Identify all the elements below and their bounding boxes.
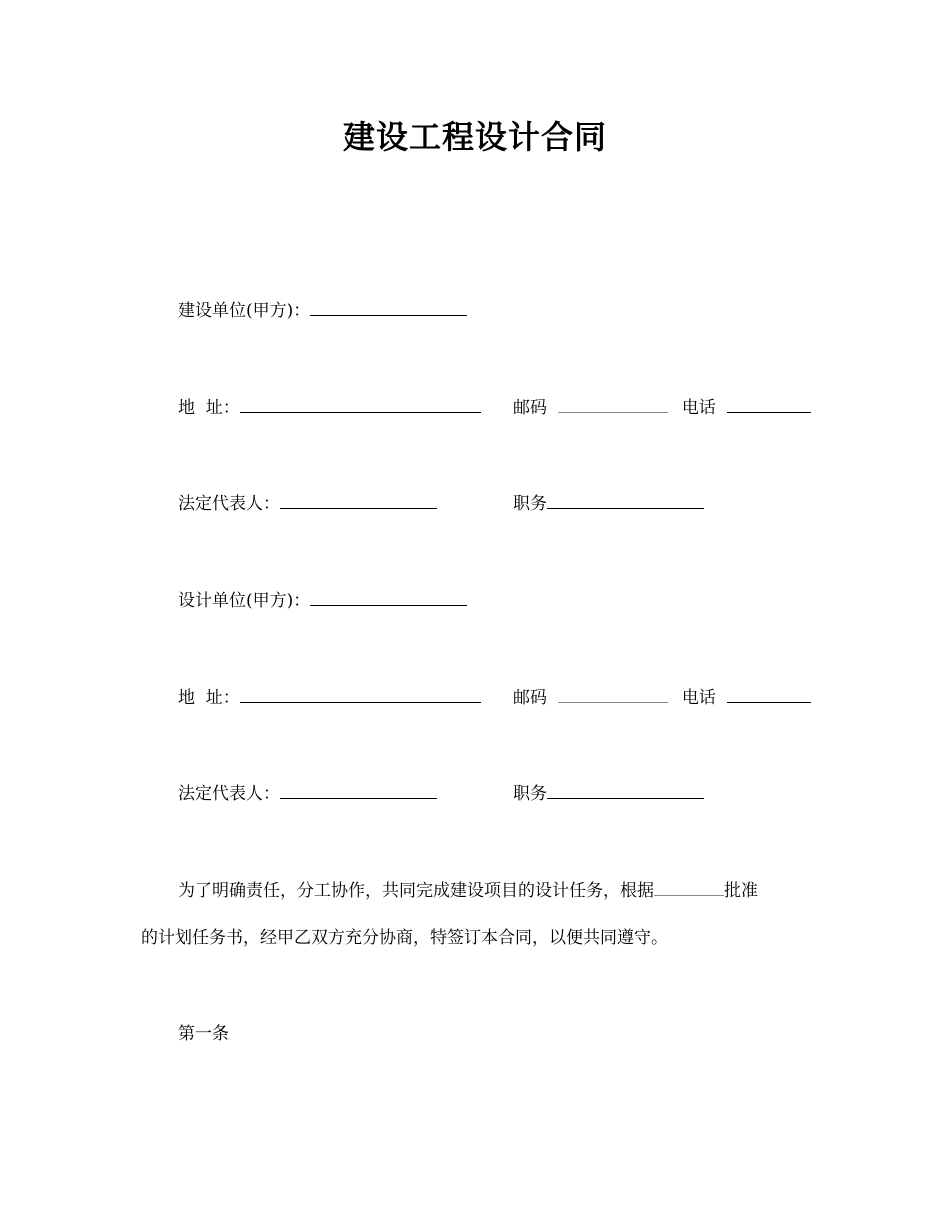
party-a-phone-field[interactable] xyxy=(727,394,811,413)
party-b-legal-rep-field[interactable] xyxy=(280,780,437,799)
party-a-position-label: 职务 xyxy=(513,494,547,514)
party-b-postcode-field[interactable] xyxy=(558,684,668,703)
party-b-unit-label: 设计单位(甲方)： xyxy=(178,591,311,611)
party-b-unit-field[interactable] xyxy=(310,587,467,606)
party-a-position-row xyxy=(513,490,704,514)
party-a-position-field[interactable] xyxy=(547,490,704,509)
party-b-position-field[interactable] xyxy=(547,780,704,799)
party-b-address-field[interactable] xyxy=(240,684,481,703)
party-a-contact-row xyxy=(513,394,811,418)
party-a-legal-rep-field[interactable] xyxy=(280,490,437,509)
party-a-address-label: 地 址： xyxy=(178,398,240,418)
preamble-text-after-blank: 批准 xyxy=(724,881,758,901)
preamble-text-line-2: 的计划任务书，经甲乙双方充分协商，特签订本合同，以便共同遵守。 xyxy=(141,928,668,948)
party-a-unit-row xyxy=(178,297,467,321)
party-a-phone-label: 电话 xyxy=(681,398,716,418)
party-a-legal-rep-row xyxy=(178,490,437,514)
party-a-unit-field[interactable] xyxy=(310,297,467,316)
approving-authority-field[interactable] xyxy=(654,877,724,896)
page-title: 建设工程设计合同 xyxy=(342,118,607,156)
party-b-phone-field[interactable] xyxy=(727,684,811,703)
party-b-address-label: 地 址： xyxy=(178,688,240,708)
party-a-postcode-field[interactable] xyxy=(558,394,668,413)
party-b-position-row xyxy=(513,780,704,804)
party-b-unit-row xyxy=(178,587,467,611)
preamble-line-2 xyxy=(141,926,668,950)
party-b-postcode-label: 邮码 xyxy=(513,688,547,708)
party-b-legal-rep-row xyxy=(178,780,437,804)
party-a-legal-rep-label: 法定代表人： xyxy=(178,494,280,514)
party-b-phone-label: 电话 xyxy=(681,688,716,708)
party-b-legal-rep-label: 法定代表人： xyxy=(178,784,280,804)
article-1-label: 第一条 xyxy=(178,1024,229,1044)
party-a-postcode-label: 邮码 xyxy=(513,398,547,418)
party-b-position-label: 职务 xyxy=(513,784,547,804)
party-a-unit-label: 建设单位(甲方)： xyxy=(178,301,311,321)
preamble-line-1 xyxy=(178,877,758,903)
party-b-contact-row xyxy=(513,684,811,708)
party-a-address-field[interactable] xyxy=(240,394,481,413)
party-a-address-row xyxy=(178,394,481,418)
article-1-heading xyxy=(178,1022,229,1046)
party-b-address-row xyxy=(178,684,481,708)
preamble-text-before-blank: 为了明确责任，分工协作，共同完成建设项目的设计任务，根据 xyxy=(178,881,654,901)
